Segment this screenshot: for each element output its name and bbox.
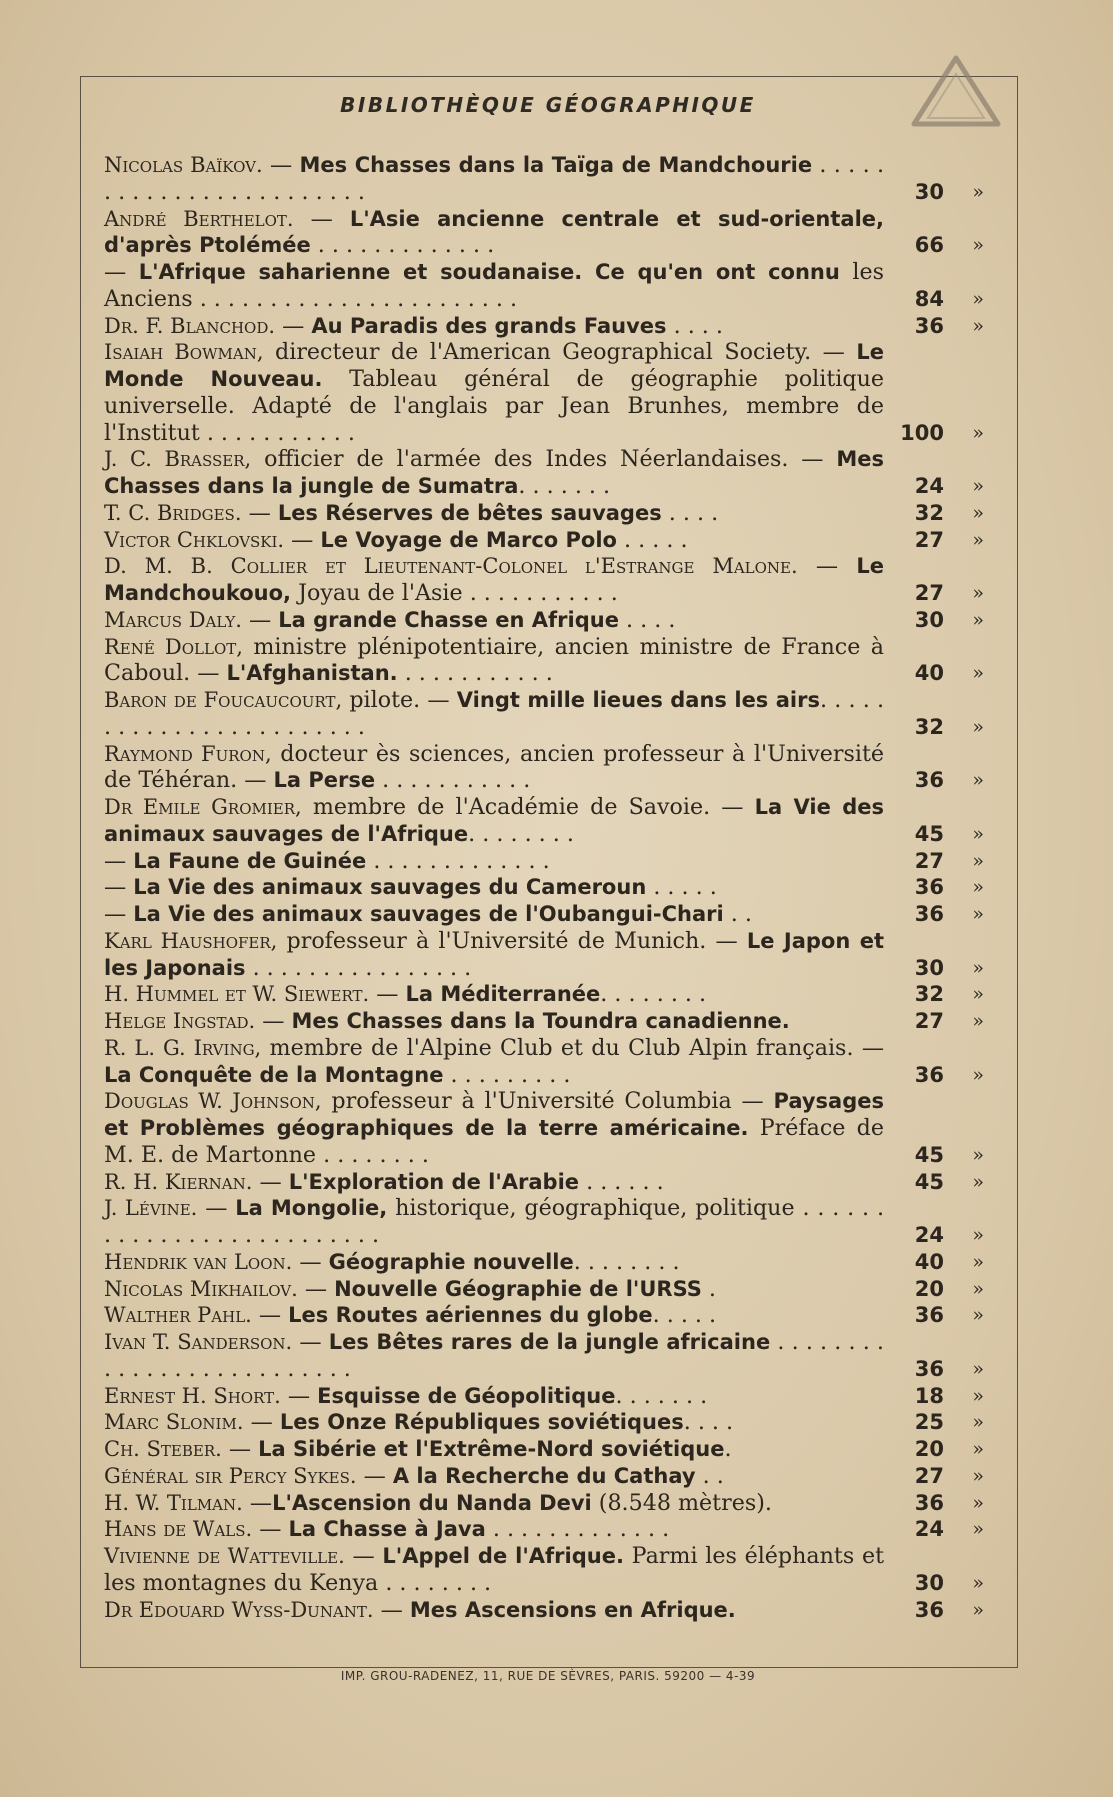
entry-text xyxy=(104,446,884,500)
entry-price-mark: » xyxy=(972,715,984,738)
entry-details: pilote. — xyxy=(342,687,457,713)
book-entry xyxy=(104,339,1004,446)
entry-price-mark: » xyxy=(972,849,984,872)
entry-details: membre de l'Académie de Savoie. — xyxy=(301,794,755,820)
entry-title: Le Mandchoukouo, xyxy=(104,554,884,605)
book-entry xyxy=(104,1409,1004,1436)
entry-price: 30 xyxy=(914,179,944,204)
entry-text xyxy=(104,500,884,527)
entry-title: Paysages et Problèmes géographiques de la terre américaine. xyxy=(104,1089,884,1140)
book-entry xyxy=(104,1195,1004,1249)
entry-price-mark: » xyxy=(972,1010,984,1032)
entry-title: A la Recherche du Cathay xyxy=(392,1463,696,1488)
entry-price: 27 xyxy=(914,1463,944,1488)
entry-price: 27 xyxy=(914,527,944,552)
entry-price-mark: » xyxy=(972,234,984,257)
entry-text xyxy=(104,1463,884,1490)
entry-leader: . . . . . . . . xyxy=(468,820,574,847)
book-entry xyxy=(104,1008,1004,1035)
entry-price-mark: » xyxy=(972,528,984,551)
entry-price: 24 xyxy=(914,474,944,498)
entry-author: Ivan T. Sanderson. xyxy=(104,1330,293,1354)
entry-details: — xyxy=(284,526,321,553)
entry-text xyxy=(104,313,884,340)
entry-text xyxy=(104,1035,884,1089)
entry-leader: . xyxy=(724,1436,732,1462)
entry-title: Mes Chasses dans la jungle de Sumatra xyxy=(104,447,885,498)
entry-text xyxy=(104,848,884,875)
entry-leader: . . . . . . . . . xyxy=(443,1061,571,1088)
entry-price: 45 xyxy=(914,1169,944,1194)
entry-title: L'Asie ancienne centrale et sud-orientale, d'après Ptolémée xyxy=(104,206,884,258)
entry-title: Les Onze Républiques soviétiques xyxy=(279,1410,684,1435)
entry-price-mark: » xyxy=(972,956,984,979)
book-entry xyxy=(104,741,1004,795)
entry-details: membre de l'Alpine Club et du Club Alpin français. — xyxy=(261,1034,885,1061)
entry-title: Les Réserves de bêtes sauvages xyxy=(277,500,662,525)
entry-details: — xyxy=(241,499,278,526)
entry-details: — xyxy=(797,553,857,580)
entry-title: La Sibérie et l'Extrême-Nord soviétique xyxy=(258,1437,725,1461)
entry-text xyxy=(104,1329,884,1383)
entry-leader: . xyxy=(701,1275,716,1302)
entry-text xyxy=(104,1302,884,1329)
entry-price-mark: » xyxy=(972,1384,984,1407)
entry-author: Walther Pahl. xyxy=(104,1303,252,1328)
entry-text xyxy=(104,687,884,741)
entry-author: Hans de Wals. xyxy=(104,1517,253,1542)
entry-author: Général sir Percy Sykes. xyxy=(104,1463,357,1488)
entry-title: Mes Chasses dans la Toundra canadienne. xyxy=(291,1009,790,1033)
entry-price-mark: » xyxy=(972,1170,984,1193)
entry-price-mark: » xyxy=(972,769,984,792)
book-entry xyxy=(104,1543,1004,1597)
book-entry xyxy=(104,1597,1004,1624)
entry-author: Baron de Foucaucourt, xyxy=(104,688,343,712)
book-entry xyxy=(104,1463,1004,1490)
entry-text xyxy=(104,901,884,928)
entry-author: Ernest H. Short. xyxy=(104,1383,281,1408)
entry-title: La Vie des animaux sauvages de l'Oubangui-Chari xyxy=(133,902,724,926)
book-entry xyxy=(104,446,1004,500)
entry-details: — xyxy=(344,1543,383,1569)
entry-price-mark: » xyxy=(972,1491,984,1514)
entry-author: Douglas W. Johnson, xyxy=(104,1089,322,1114)
entry-details: — xyxy=(356,1462,393,1489)
entry-price: 24 xyxy=(914,1517,944,1542)
entry-price-mark: » xyxy=(972,1464,984,1487)
entry-title: L'Appel de l'Afrique. xyxy=(382,1544,624,1568)
entry-text xyxy=(104,1490,884,1517)
entry-leader: . . . . . xyxy=(652,1302,717,1329)
entry-details: — xyxy=(255,1008,292,1034)
entry-price: 66 xyxy=(914,233,944,258)
entry-details: — xyxy=(292,1248,329,1275)
entry-details: — xyxy=(373,1596,410,1623)
entry-text xyxy=(104,981,884,1008)
entry-title: La grande Chasse en Afrique xyxy=(278,607,619,632)
book-entry xyxy=(104,553,1004,607)
book-entry xyxy=(104,848,1004,875)
entry-leader: Tableau général de géographie politique universelle. Adapté de l'anglais par Jean Brunhes, membre de l'Institut . . . . . . . . . . . xyxy=(104,366,885,446)
entry-title: Les Bêtes rares de la jungle africaine xyxy=(328,1330,771,1354)
entry-price: 36 xyxy=(914,902,944,926)
entry-text xyxy=(104,339,884,446)
entry-text xyxy=(104,527,884,554)
entry-title: L'Afghanistan. xyxy=(226,661,398,686)
entry-details: — xyxy=(104,901,134,927)
entry-author: Nicolas Baïkov. xyxy=(104,153,263,177)
entry-author: H. W. Tilman. xyxy=(104,1490,243,1515)
series-title: BIBLIOTHÈQUE GÉOGRAPHIQUE xyxy=(340,93,756,117)
book-entry xyxy=(104,500,1004,527)
entry-leader: . . . . . . . . . . . . . xyxy=(366,847,550,874)
entry-title: Géographie nouvelle xyxy=(328,1249,574,1274)
entry-price-mark: » xyxy=(972,314,984,337)
book-entry xyxy=(104,1436,1004,1463)
entry-title: La Conquête de la Montagne xyxy=(104,1062,444,1087)
entry-price-mark: » xyxy=(972,1411,984,1434)
entry-author: René Dollot, xyxy=(104,634,243,659)
entry-title: Au Paradis des grands Fauves xyxy=(311,313,667,338)
book-entry xyxy=(104,874,1004,901)
book-entry xyxy=(104,1169,1004,1196)
entry-details: — xyxy=(369,981,406,1008)
entry-title: Le Japon et les Japonais xyxy=(104,928,884,980)
entry-price: 84 xyxy=(914,286,944,311)
entry-details: — xyxy=(297,1275,335,1302)
entry-price-mark: » xyxy=(972,1143,984,1166)
entry-author: Dr Emile Gromier, xyxy=(104,795,302,819)
entry-leader: . . . . xyxy=(618,606,676,633)
entry-author: Marc Slonim. xyxy=(104,1410,244,1435)
book-entry xyxy=(104,1490,1004,1517)
entry-leader: . . . . . . . . . . . . . xyxy=(485,1516,670,1543)
entry-leader: . . . . . . . . . . . . . . . . . . . . . . . . xyxy=(104,152,885,205)
entry-author: R. H. Kiernan. xyxy=(104,1169,253,1194)
entry-leader: . . . . . . . . . . . . . . . . . . . . . . . . . . xyxy=(104,1329,884,1382)
entry-text xyxy=(104,1169,884,1196)
entry-price-mark: » xyxy=(972,1598,984,1621)
entry-leader: (8.548 mètres). xyxy=(591,1489,772,1516)
entry-title: L'Exploration de l'Arabie xyxy=(288,1169,580,1194)
entry-author: Victor Chklovski. xyxy=(104,527,285,552)
entry-text xyxy=(104,259,884,313)
book-entry xyxy=(104,981,1004,1008)
entry-price-mark: » xyxy=(972,1063,984,1086)
entry-price: 27 xyxy=(914,848,944,873)
entry-price-mark: » xyxy=(972,1518,984,1541)
entry-price: 40 xyxy=(914,1249,944,1274)
entry-text xyxy=(104,1543,884,1597)
entry-author: Helge Ingstad. xyxy=(104,1009,256,1033)
entry-price: 36 xyxy=(914,1303,944,1328)
entry-author: T. C. Bridges. xyxy=(104,500,242,525)
book-entry xyxy=(104,794,1004,848)
entry-title: Le Voyage de Marco Polo xyxy=(320,527,617,552)
entry-leader: . . . . . xyxy=(616,526,688,553)
entry-title: Esquisse de Géopolitique xyxy=(317,1383,616,1408)
entry-leader: . . . . . . xyxy=(579,1168,664,1195)
entry-author: J. C. Brasser, xyxy=(104,447,252,472)
book-entry xyxy=(104,1276,1004,1303)
entry-price: 36 xyxy=(914,1490,944,1515)
entry-author: Dr. F. Blanchod. xyxy=(104,313,276,338)
book-entry xyxy=(104,313,1004,340)
entry-title: La Faune de Guinée xyxy=(133,848,367,873)
entry-text xyxy=(104,1276,884,1303)
entry-author: D. M. B. Collier et Lieutenant-Colonel l'Estrange Malone. xyxy=(104,554,798,579)
entry-price: 32 xyxy=(914,500,944,525)
entry-details: — xyxy=(275,312,312,339)
entry-details: — xyxy=(252,1168,289,1195)
entry-price-mark: » xyxy=(972,1250,984,1273)
book-entry xyxy=(104,527,1004,554)
entry-author: Vivienne de Watteville. xyxy=(104,1544,345,1568)
entry-price: 36 xyxy=(914,313,944,338)
entry-text xyxy=(104,1436,884,1463)
entry-author: Nicolas Mikhailov. xyxy=(104,1276,298,1301)
entry-author: R. L. G. Irving, xyxy=(104,1035,262,1060)
book-entry xyxy=(104,1035,1004,1089)
entry-details: docteur ès sciences, ancien professeur à l'Université de Téhéran. — xyxy=(104,740,884,794)
entry-details: — xyxy=(262,152,300,178)
entry-leader: . . . . . . . . . . . . . . . . xyxy=(245,954,472,981)
entry-price: 36 xyxy=(914,875,944,900)
entry-details: — xyxy=(242,1489,273,1516)
book-entry xyxy=(104,259,1004,313)
entry-details: — xyxy=(252,1516,289,1543)
printer-imprint: IMP. GROU-RADENEZ, 11, RUE DE SÈVRES, PARIS. 59200 — 4-39 xyxy=(340,1669,756,1683)
entry-price: 27 xyxy=(914,581,944,605)
entry-details: directeur de l'American Geographical Society. — xyxy=(263,339,857,366)
entry-price: 18 xyxy=(914,1383,944,1408)
entry-leader: . . . . . . . xyxy=(518,473,611,499)
entry-price-mark: » xyxy=(972,1438,984,1460)
entry-price: 30 xyxy=(914,955,944,980)
entry-price: 32 xyxy=(914,982,944,1007)
entry-title: Mes Chasses dans la Taïga de Mandchourie xyxy=(299,153,813,177)
entry-details: officier de l'armée des Indes Néerlandaises. — xyxy=(251,446,837,473)
entry-details: — xyxy=(280,1382,318,1409)
entry-details: — xyxy=(293,205,350,232)
entry-author: Karl Haushofer, xyxy=(104,928,278,953)
entry-details: — xyxy=(221,1436,259,1462)
entry-price-mark: » xyxy=(972,421,984,444)
entry-details: — xyxy=(292,1329,329,1355)
entry-details: — xyxy=(251,1302,289,1329)
entry-text xyxy=(104,634,884,688)
entry-text xyxy=(104,1088,884,1168)
entry-text xyxy=(104,741,884,795)
book-entry xyxy=(104,687,1004,741)
entry-title: Les Routes aériennes du globe xyxy=(288,1303,653,1328)
entry-text xyxy=(104,1249,884,1276)
entry-author: Dr Edouard Wyss-Dunant. xyxy=(104,1597,374,1622)
entry-price: 32 xyxy=(914,714,944,739)
entry-text xyxy=(104,794,884,848)
entry-details: — xyxy=(104,259,139,285)
entry-leader: . . . . xyxy=(683,1409,734,1436)
entry-details: — xyxy=(104,847,134,874)
entry-text xyxy=(104,1195,884,1249)
entry-text xyxy=(104,206,884,260)
entry-leader: . . . . . . . . . . . . . xyxy=(310,232,495,259)
entry-text xyxy=(104,1597,884,1624)
entry-price: 45 xyxy=(914,821,944,846)
entry-text xyxy=(104,1008,884,1035)
entry-price: 36 xyxy=(914,1597,944,1622)
entry-author: H. Hummel et W. Siewert. xyxy=(104,982,370,1007)
entry-title: La Méditerranée xyxy=(405,982,601,1007)
entry-title: Mes Ascensions en Afrique. xyxy=(409,1597,736,1622)
entry-title: La Vie des animaux sauvages de l'Afrique xyxy=(104,795,884,846)
entry-author: Raymond Furon, xyxy=(104,741,272,766)
book-list xyxy=(104,152,1004,1623)
book-entry xyxy=(104,634,1004,688)
entry-details: ministre plénipotentiaire, ancien ministre de France à Caboul. — xyxy=(104,633,884,687)
entry-author: Isaiah Bowman, xyxy=(104,340,264,365)
entry-price-mark: » xyxy=(972,903,984,925)
entry-price: 36 xyxy=(914,1356,944,1381)
entry-leader: . . . . . . . . . . . xyxy=(397,660,553,687)
entry-price: 30 xyxy=(914,607,944,632)
entry-text xyxy=(104,1409,884,1436)
entry-title: La Chasse à Java xyxy=(288,1517,486,1542)
entry-leader: les Anciens . . . . . . . . . . . . . . . . . . . . . . . xyxy=(104,259,884,312)
entry-details: — xyxy=(241,606,279,633)
entry-price-mark: » xyxy=(972,1277,984,1300)
entry-leader: . . . . xyxy=(666,312,723,339)
entry-details: — xyxy=(104,874,134,901)
entry-price-mark: » xyxy=(972,822,984,845)
entry-title: La Vie des animaux sauvages du Cameroun xyxy=(133,875,647,900)
entry-details: — xyxy=(243,1409,280,1436)
entry-details: — xyxy=(197,1195,236,1222)
entry-price: 24 xyxy=(914,1223,944,1247)
entry-price: 100 xyxy=(900,420,944,445)
book-entry xyxy=(104,1088,1004,1168)
book-entry xyxy=(104,1302,1004,1329)
entry-text xyxy=(104,928,884,982)
entry-price: 30 xyxy=(914,1570,944,1595)
stamp-mark xyxy=(906,52,1006,132)
entry-price-mark: » xyxy=(972,1571,984,1594)
entry-author: J. Lévine. xyxy=(104,1196,198,1221)
entry-title: La Perse xyxy=(273,768,376,793)
entry-text xyxy=(104,607,884,634)
entry-title: Nouvelle Géographie de l'URSS xyxy=(334,1276,702,1301)
book-entry xyxy=(104,1516,1004,1543)
entry-leader: Joyau de l'Asie . . . . . . . . . . . xyxy=(291,580,618,606)
entry-price: 27 xyxy=(914,1009,944,1033)
entry-leader: . . . . . . . xyxy=(615,1382,708,1409)
entry-leader: . . . . xyxy=(661,499,719,526)
book-entry xyxy=(104,1249,1004,1276)
entry-price-mark: » xyxy=(972,983,984,1006)
entry-price-mark: » xyxy=(972,662,984,685)
entry-leader: . . . . . . . . . . . xyxy=(375,767,531,794)
entry-text xyxy=(104,1516,884,1543)
book-entry xyxy=(104,901,1004,928)
book-entry xyxy=(104,1383,1004,1410)
entry-leader: . . . . . . . . xyxy=(573,1248,680,1275)
entry-leader: . . xyxy=(695,1462,724,1489)
entry-leader: Parmi les éléphants et les montagnes du Kenya . . . . . . . . xyxy=(104,1543,884,1596)
entry-price: 25 xyxy=(914,1410,944,1435)
entry-price-mark: » xyxy=(972,876,984,899)
entry-text xyxy=(104,553,884,607)
entry-price: 36 xyxy=(914,1062,944,1087)
entry-details: professeur à l'Université de Munich. — xyxy=(277,927,747,954)
entry-text xyxy=(104,152,884,206)
book-entry xyxy=(104,1329,1004,1383)
entry-price-mark: » xyxy=(972,608,984,631)
entry-price-mark: » xyxy=(972,501,984,524)
entry-price: 45 xyxy=(914,1142,944,1167)
entry-leader: historique, géographique, politique . . . . . . . . . . . . . . . . . . . . . . . . . . xyxy=(104,1195,884,1248)
entry-author: André Berthelot. xyxy=(104,206,294,231)
entry-title: Le Monde Nouveau. xyxy=(104,340,884,391)
entry-leader: . . xyxy=(723,901,752,927)
entry-leader: . . . . . . . . . . . . . . . . . . . . . . . . xyxy=(104,687,884,740)
book-entry xyxy=(104,206,1004,260)
entry-price: 40 xyxy=(914,661,944,686)
entry-price-mark: » xyxy=(972,287,984,310)
entry-price-mark: » xyxy=(972,1357,984,1380)
entry-price: 20 xyxy=(914,1276,944,1301)
entry-price-mark: » xyxy=(972,475,984,497)
entry-price: 36 xyxy=(914,768,944,793)
entry-text xyxy=(104,1383,884,1410)
entry-price-mark: » xyxy=(972,1304,984,1327)
entry-title: Vingt mille lieues dans les airs xyxy=(456,688,820,712)
book-entry xyxy=(104,928,1004,982)
entry-title: L'Afrique saharienne et soudanaise. Ce qu'en ont connu xyxy=(138,260,840,284)
entry-author: Ch. Steber. xyxy=(104,1437,222,1461)
entry-price-mark: » xyxy=(972,1224,984,1246)
entry-author: Marcus Daly. xyxy=(104,607,242,632)
book-entry xyxy=(104,607,1004,634)
entry-leader: . . . . . xyxy=(646,874,717,901)
entry-price-mark: » xyxy=(972,582,984,604)
entry-leader: Préface de M. E. de Martonne . . . . . . . . xyxy=(104,1115,884,1168)
entry-title: L'Ascension du Nanda Devi xyxy=(272,1490,592,1515)
entry-author: Hendrik van Loon. xyxy=(104,1249,293,1274)
entry-text xyxy=(104,874,884,901)
entry-price: 20 xyxy=(914,1437,944,1461)
book-entry xyxy=(104,152,1004,206)
entry-details: professeur à l'Université Columbia — xyxy=(321,1088,774,1115)
entry-price-mark: » xyxy=(972,180,984,203)
entry-leader: . . . . . . . . xyxy=(600,981,707,1008)
entry-title: La Mongolie, xyxy=(235,1196,388,1221)
